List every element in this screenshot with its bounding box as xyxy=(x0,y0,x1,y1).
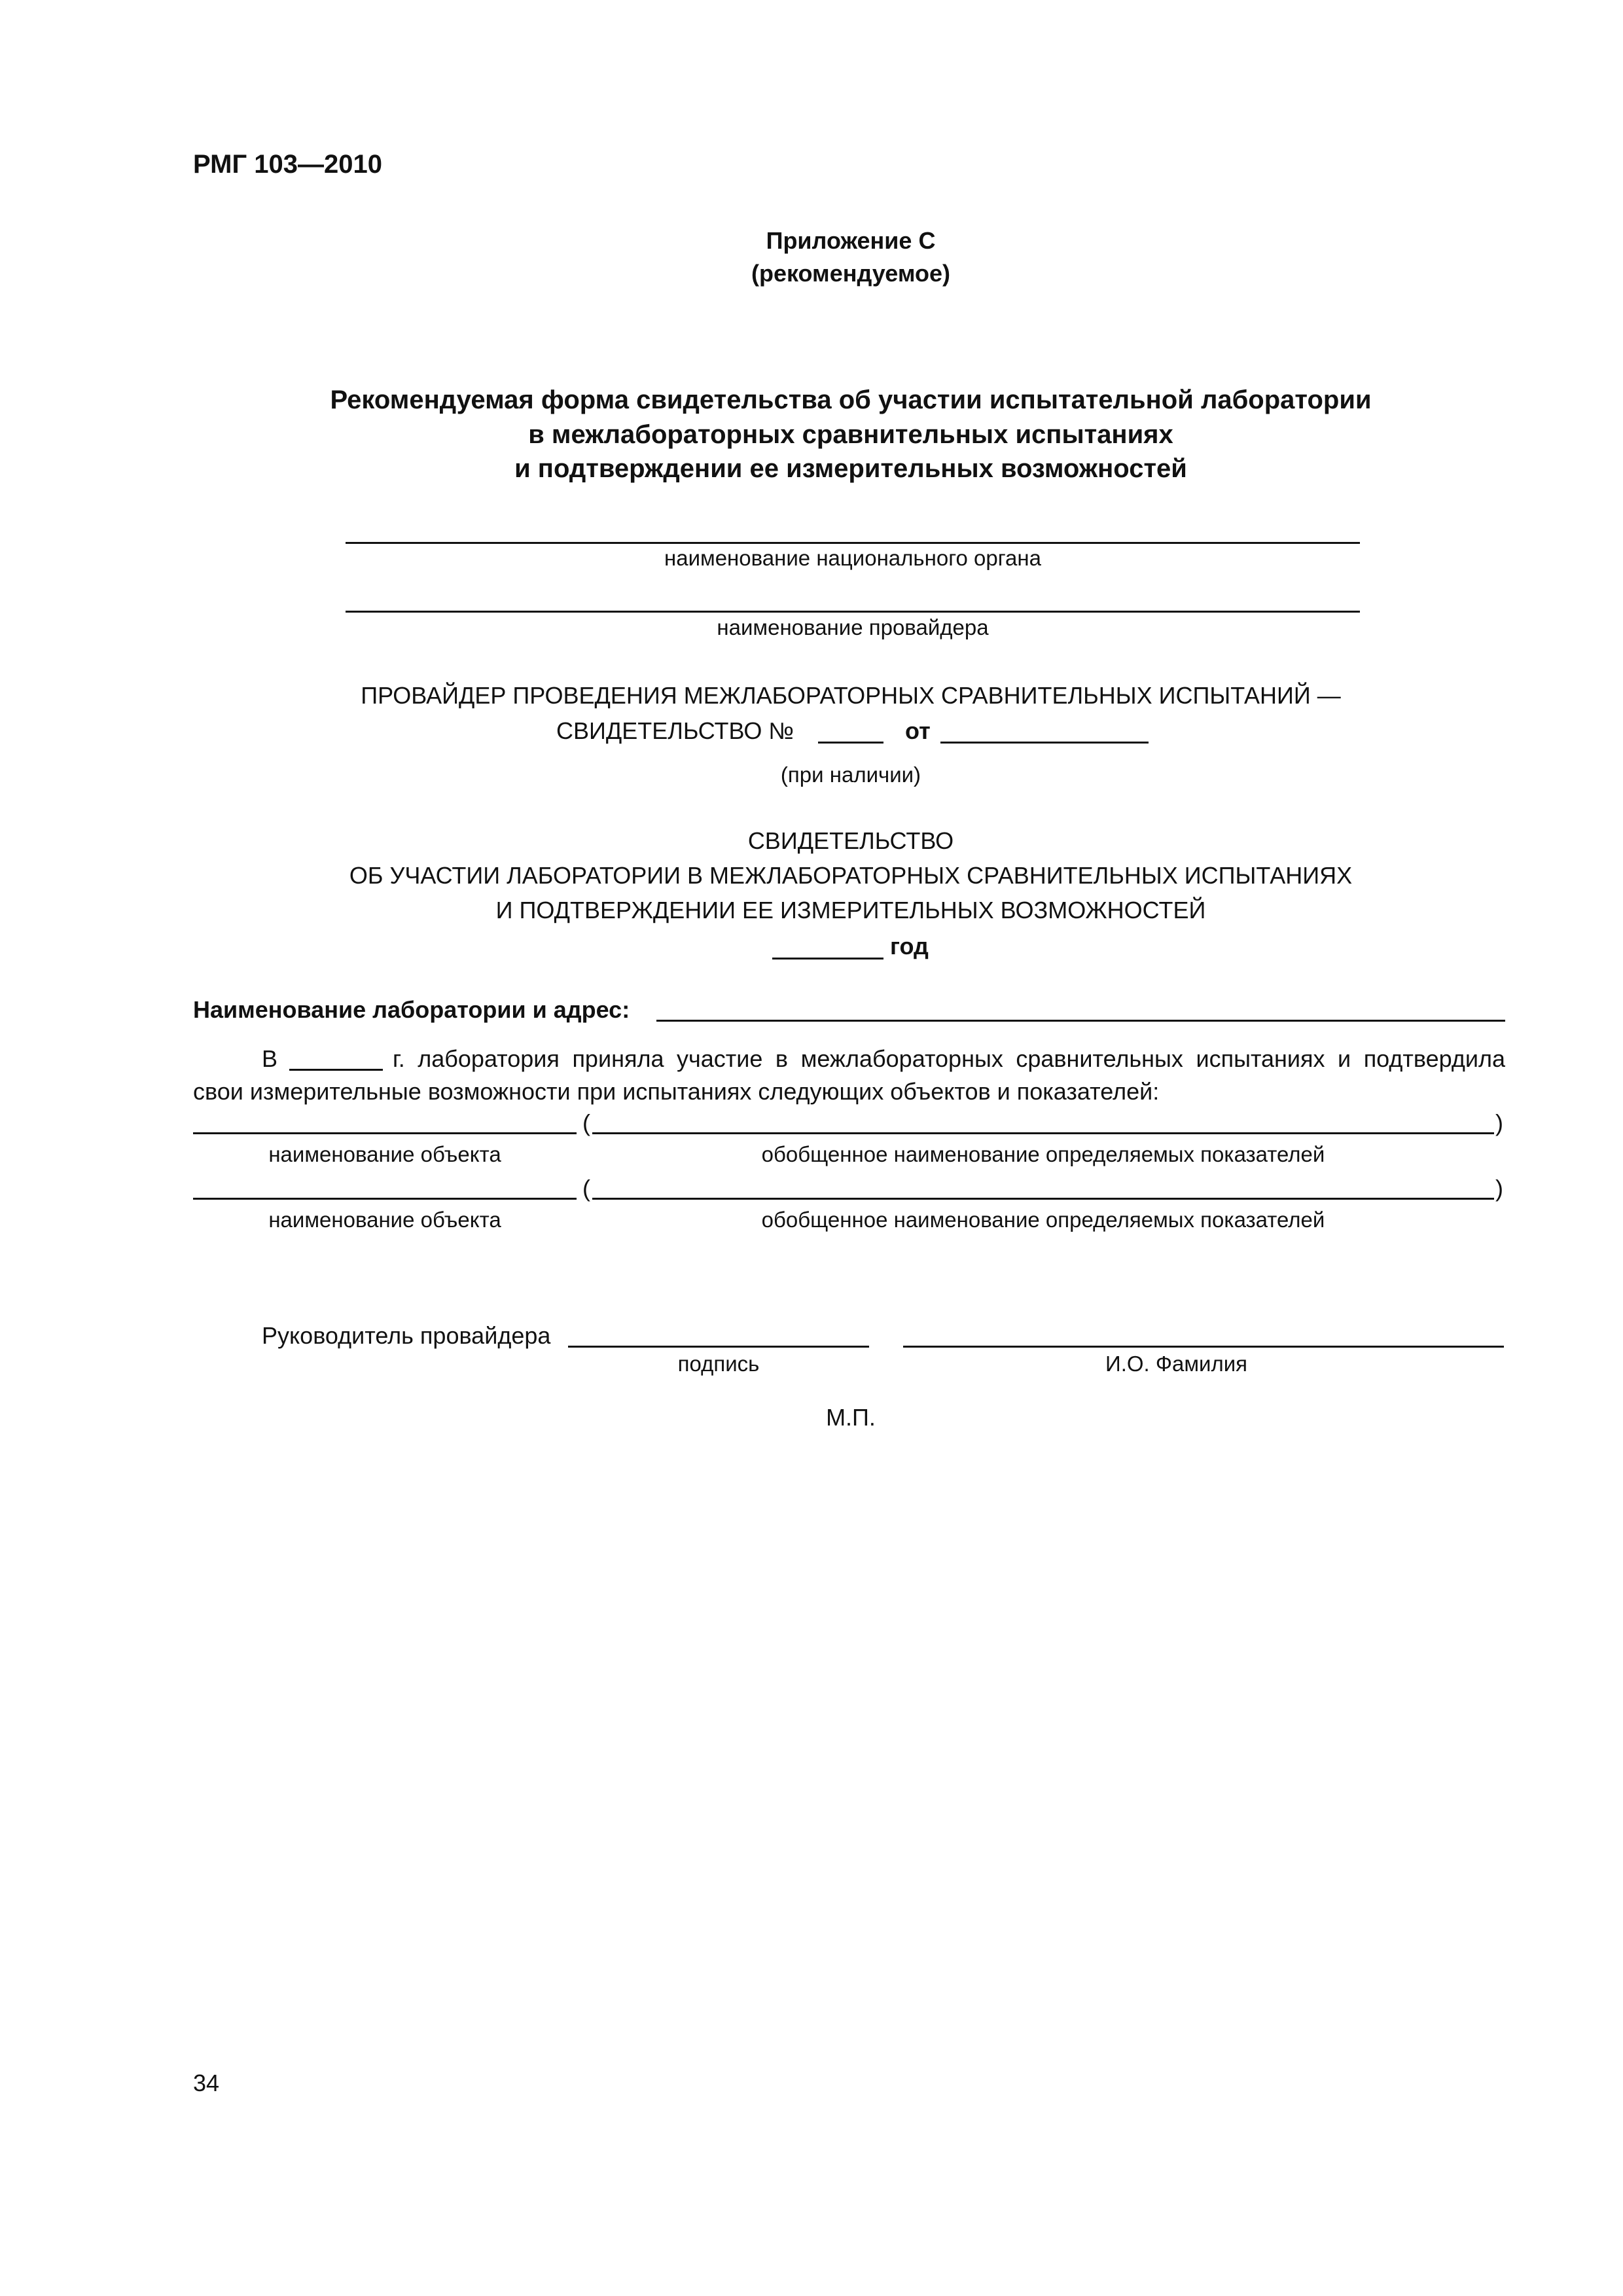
indicators-caption-1: обобщенное наименование определяемых показателей xyxy=(761,1142,1325,1166)
object-caption-2: наименование объекта xyxy=(268,1208,501,1232)
open-paren-1: ( xyxy=(582,1109,590,1136)
form-title-line-1: Рекомендуемая форма свидетельства об участии испытательной лаборатории xyxy=(330,386,1372,414)
document-code: РМГ 103—2010 xyxy=(193,150,382,179)
lab-name-blank-line[interactable] xyxy=(656,1020,1505,1022)
object-name-blank-2[interactable] xyxy=(193,1198,577,1200)
indicators-caption-2: обобщенное наименование определяемых показателей xyxy=(761,1208,1325,1232)
full-name-caption: И.О. Фамилия xyxy=(1105,1352,1247,1376)
full-name-blank-line[interactable] xyxy=(903,1346,1504,1348)
certificate-title-line-3: И ПОДТВЕРЖДЕНИИ ЕЕ ИЗМЕРИТЕЛЬНЫХ ВОЗМОЖНОСТЕЙ xyxy=(495,897,1206,924)
body-text-prefix: В xyxy=(262,1045,278,1072)
object-name-blank-1[interactable] xyxy=(193,1132,577,1134)
open-paren-2: ( xyxy=(582,1175,590,1202)
provider-caption: наименование провайдера xyxy=(717,615,989,639)
close-paren-1: ) xyxy=(1495,1109,1503,1136)
signature-label: Руководитель провайдера xyxy=(262,1322,551,1349)
body-text-line-1: г. лаборатория приняла участие в межлабораторных сравнительных испытаниях и подтвердила xyxy=(393,1045,1505,1072)
lab-name-label: Наименование лаборатории и адрес: xyxy=(193,996,630,1023)
provider-cert-number-blank[interactable] xyxy=(818,742,883,744)
indicators-blank-2[interactable] xyxy=(592,1198,1494,1200)
provider-cert-date-blank[interactable] xyxy=(940,742,1149,744)
stamp-mark: М.П. xyxy=(826,1404,876,1431)
appendix-title: Приложение С xyxy=(766,227,936,254)
page-number: 34 xyxy=(193,2070,220,2096)
signature-caption: подпись xyxy=(677,1352,760,1376)
certificate-title-line-2: ОБ УЧАСТИИ ЛАБОРАТОРИИ В МЕЖЛАБОРАТОРНЫХ СРАВНИТЕЛЬНЫХ ИСПЫТАНИЯХ xyxy=(349,862,1353,889)
certificate-title-line-1: СВИДЕТЕЛЬСТВО xyxy=(747,827,954,854)
provider-cert-from-label: от xyxy=(905,717,931,744)
indicators-blank-1[interactable] xyxy=(592,1132,1494,1134)
signature-blank-line[interactable] xyxy=(568,1346,869,1348)
national-body-caption: наименование национального органа xyxy=(664,546,1041,570)
form-title-line-3: и подтверждении ее измерительных возможностей xyxy=(514,454,1187,483)
appendix-status: (рекомендуемое) xyxy=(751,260,950,287)
participation-year-blank[interactable] xyxy=(289,1069,383,1071)
national-body-blank-line[interactable] xyxy=(346,542,1360,544)
certificate-year-blank[interactable] xyxy=(772,958,883,960)
provider-cert-line-1: ПРОВАЙДЕР ПРОВЕДЕНИЯ МЕЖЛАБОРАТОРНЫХ СРАВНИТЕЛЬНЫХ ИСПЫТАНИЙ — xyxy=(361,682,1341,709)
certificate-year-label: год xyxy=(890,933,929,960)
body-text-line-2: свои измерительные возможности при испытаниях следующих объектов и показателей: xyxy=(193,1078,1160,1105)
object-caption-1: наименование объекта xyxy=(268,1142,501,1166)
form-title-line-2: в межлабораторных сравнительных испытаниях xyxy=(528,420,1173,449)
provider-cert-number-label: СВИДЕТЕЛЬСТВО № xyxy=(556,717,794,744)
provider-cert-note: (при наличии) xyxy=(780,762,921,787)
close-paren-2: ) xyxy=(1495,1175,1503,1202)
provider-blank-line[interactable] xyxy=(346,611,1360,613)
